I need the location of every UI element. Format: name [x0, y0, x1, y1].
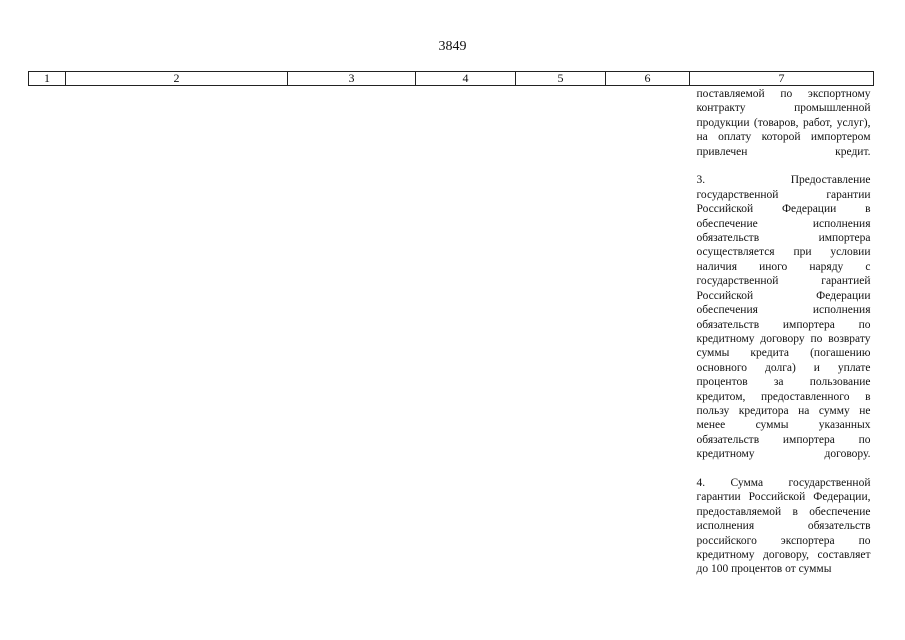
cell-col-4: [416, 86, 516, 577]
column-header-1: 1: [29, 72, 66, 86]
cell-col-1: [29, 86, 66, 577]
column-header-6: 6: [606, 72, 690, 86]
cell-col-5: [516, 86, 606, 577]
cell-col-2: [66, 86, 288, 577]
paragraph-item-3: 3. Предоставление государственной гарантии Российской Федерации в обеспечение исполнения обязательств импортера осуществляется при условии наличия иного наряду с государственной гарантией Российской Федерации обеспечения исполнения обязательств импортера по кредитному договору по возврату суммы кредита (погашению основного долга) и уплате процентов за пользование кредитом, предоставленного в пользу кредитора на сумму не менее суммы указанных обязательств импортера по кредитному договору.: [696, 174, 871, 461]
cell-col-3: [288, 86, 416, 577]
table-row: [29, 86, 874, 577]
column-header-7: 7: [690, 72, 874, 86]
paragraph-continuation: поставляемой по экспортному контракту промышленной продукции (товаров, работ, услуг), на оплату которой импортером привлечен кредит.: [696, 88, 871, 158]
column-header-2: 2: [66, 72, 288, 86]
paragraph-item-4: 4. Сумма государственной гарантии Российской Федерации, предоставляемой в обеспечение исполнения обязательств российского экспортера по кредитному договору, составляет до 100 процентов от суммы: [696, 476, 871, 576]
column-number-row: [29, 72, 874, 86]
document-table: [28, 71, 874, 577]
cell-col-6: [606, 86, 690, 577]
column-header-3: 3: [288, 72, 416, 86]
cell-col-7: [690, 86, 874, 577]
column-header-5: 5: [516, 72, 606, 86]
page-number: 3849: [438, 39, 467, 54]
column-header-4: 4: [416, 72, 516, 86]
